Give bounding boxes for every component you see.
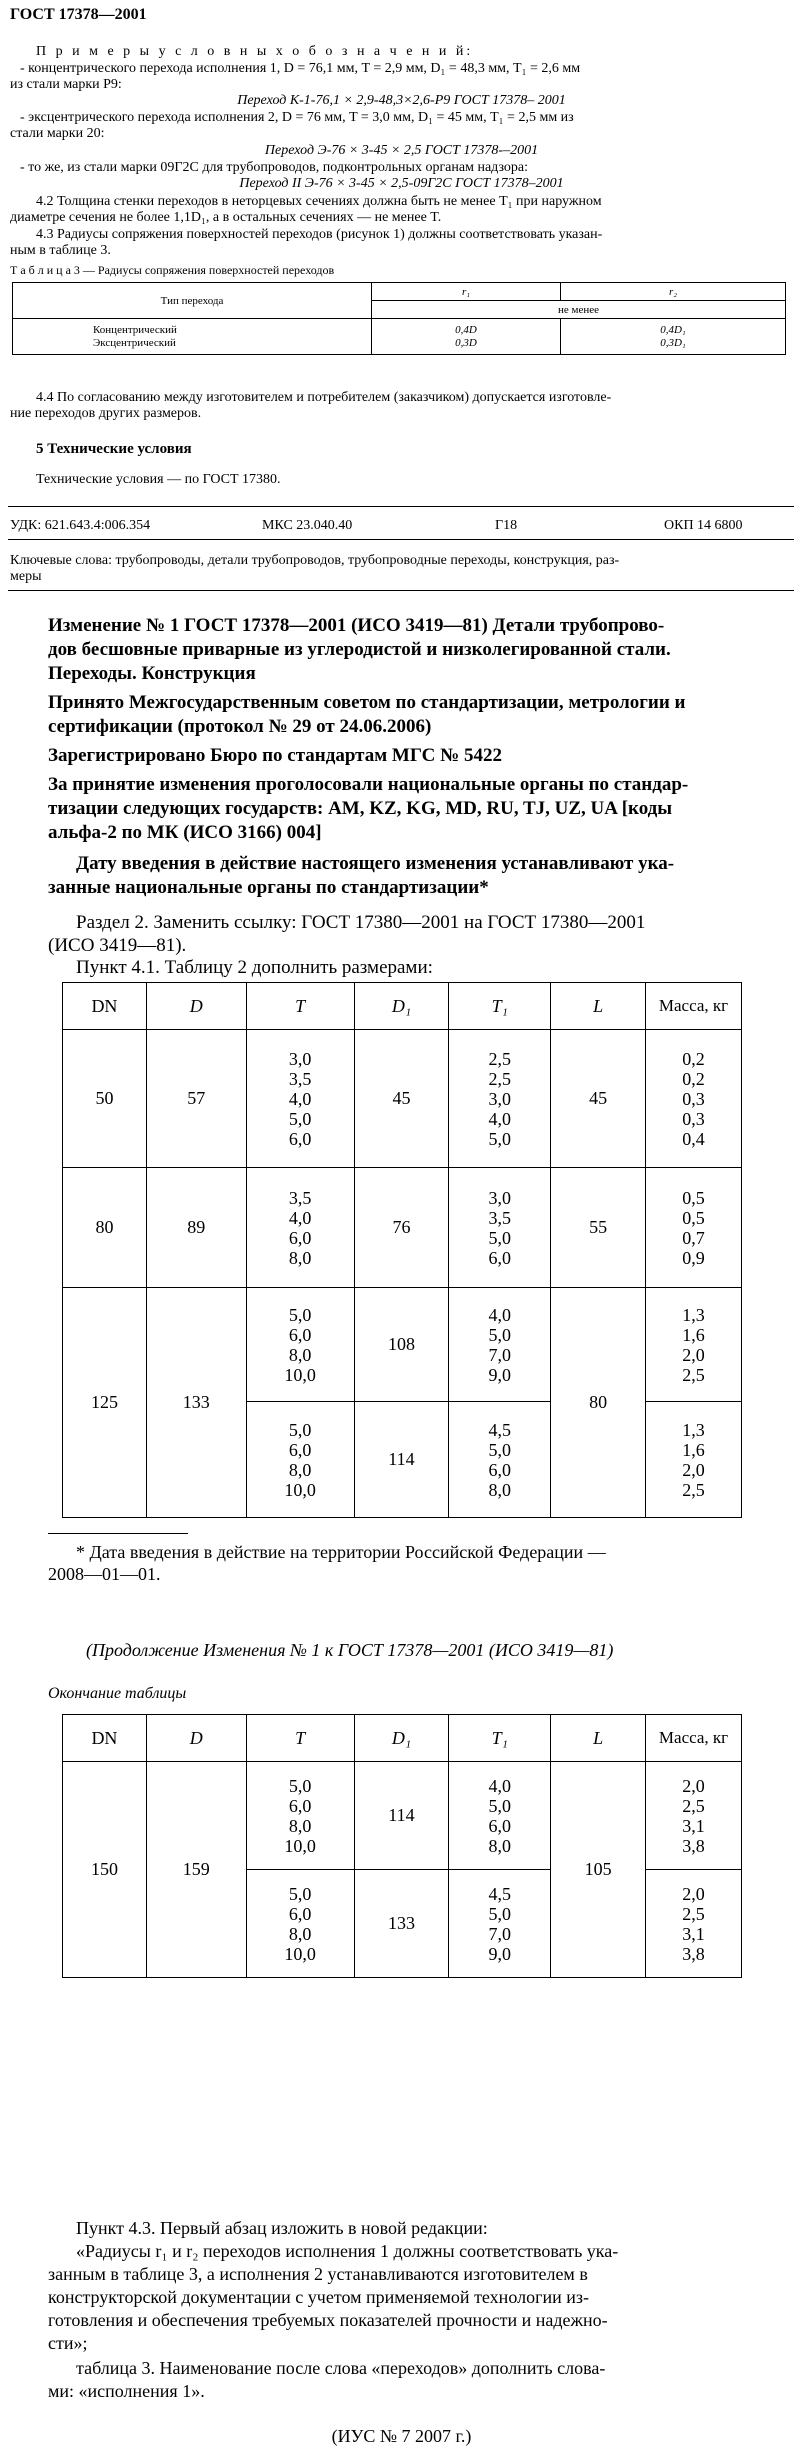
paragraph-4-3-cont: ным в таблице 3. xyxy=(10,243,111,258)
value: 8,0 xyxy=(488,1479,512,1500)
table-3-header-r2: r₂ xyxy=(561,283,786,301)
header-dn: DN xyxy=(63,1715,147,1762)
value: 6,0 xyxy=(288,1439,312,1460)
ius-reference: (ИУС № 7 2007 г.) xyxy=(331,2426,472,2446)
accepted: Принято Межгосударственным советом по стандартизации, метрологии и xyxy=(48,692,686,713)
value: 2,5 xyxy=(682,1903,705,1924)
value: 6,0 xyxy=(488,1247,512,1268)
value: 3,5 xyxy=(288,1187,312,1208)
table-3 xyxy=(12,282,786,355)
header-t: T xyxy=(246,1715,354,1762)
value: 9,0 xyxy=(488,1943,512,1964)
value: 5,0 xyxy=(488,1439,512,1460)
value: 6,0 xyxy=(288,1128,312,1149)
value: 0,4 xyxy=(682,1128,705,1149)
value: 2,0 xyxy=(682,1344,705,1365)
cell-d: 89 xyxy=(146,1168,246,1288)
value: 6,0 xyxy=(288,1903,312,1924)
cell-t xyxy=(246,1030,354,1168)
value: 9,0 xyxy=(488,1364,512,1385)
section-2-change-cont: (ИСО 3419—81). xyxy=(48,935,187,956)
value: 4,0 xyxy=(288,1207,312,1228)
value: 5,0 xyxy=(488,1795,512,1816)
value: 6,0 xyxy=(288,1227,312,1248)
cell-mass xyxy=(646,1288,742,1402)
header-d1: D₁ xyxy=(354,1715,449,1762)
keywords: Ключевые слова: трубопроводы, детали трубопроводов, трубопроводные переходы, конструкция, раз- xyxy=(10,553,620,568)
keywords-cont: меры xyxy=(10,569,42,584)
cell-l: 80 xyxy=(551,1288,646,1518)
value: 5,0 xyxy=(288,1419,312,1440)
paragraph-4-3-new-text: сти»; xyxy=(48,2333,88,2353)
value: 10,0 xyxy=(284,1943,316,1964)
table-3-type: Эксцентрический xyxy=(93,336,176,349)
cell-mass xyxy=(646,1030,742,1168)
table-3-r2-values xyxy=(561,319,786,355)
cell-t1 xyxy=(449,1168,551,1288)
value: 4,0 xyxy=(488,1108,512,1129)
cell-t1 xyxy=(449,1288,551,1402)
table-3-caption: Т а б л и ц а 3 — Радиусы сопряжения поверхностей переходов xyxy=(10,263,335,277)
value: 6,0 xyxy=(488,1815,512,1836)
cell-d: 159 xyxy=(146,1762,246,1978)
value: 6,0 xyxy=(488,1459,512,1480)
divider xyxy=(8,506,794,507)
paragraph-4-3-new-text: «Радиусы r₁ и r₂ переходов исполнения 1 должны соответствовать ука- xyxy=(76,2241,619,2261)
table-2-additions-end xyxy=(62,1714,742,1978)
table-3-r2-value: 0,4D₁ xyxy=(660,323,686,336)
value: 10,0 xyxy=(284,1835,316,1856)
footnote-cont: 2008—01—01. xyxy=(48,1564,161,1584)
paragraph-4-2-cont: диаметре сечения не более 1,1D₁, а в остальных сечениях — не менее T. xyxy=(10,210,442,225)
value: 2,5 xyxy=(682,1795,705,1816)
cell-mass xyxy=(646,1168,742,1288)
value: 3,1 xyxy=(682,1815,705,1836)
header-d1: D₁ xyxy=(354,983,449,1030)
header-dn: DN xyxy=(63,983,147,1030)
cell-mass xyxy=(646,1402,742,1518)
cell-d: 57 xyxy=(146,1030,246,1168)
cell-t xyxy=(246,1168,354,1288)
value: 1,6 xyxy=(682,1324,705,1345)
value: 3,0 xyxy=(488,1187,512,1208)
cell-t1 xyxy=(449,1870,551,1978)
cell-dn: 80 xyxy=(63,1168,147,1288)
value: 4,0 xyxy=(488,1304,512,1325)
value: 0,2 xyxy=(682,1068,705,1089)
section-2-change: Раздел 2. Заменить ссылку: ГОСТ 17380—2001 на ГОСТ 17380—2001 xyxy=(76,912,646,933)
header-d: D xyxy=(146,983,246,1030)
section-5-text: Технические условия — по ГОСТ 17380. xyxy=(36,472,281,487)
cell-d1: 133 xyxy=(354,1870,449,1978)
value: 10,0 xyxy=(284,1479,316,1500)
value: 8,0 xyxy=(288,1923,312,1944)
value: 3,1 xyxy=(682,1923,705,1944)
cell-t xyxy=(246,1288,354,1402)
value: 3,0 xyxy=(288,1048,312,1069)
amendment-title-cont: Переходы. Конструкция xyxy=(48,663,256,684)
table-3-r1-values xyxy=(372,319,561,355)
continuation-header: (Продолжение Изменения № 1 к ГОСТ 17378—2001 (ИСО 3419—81) xyxy=(86,1640,614,1660)
mks: МКС 23.040.40 xyxy=(262,518,353,533)
cell-d1: 108 xyxy=(354,1288,449,1402)
divider xyxy=(8,590,794,591)
value: 0,9 xyxy=(682,1247,705,1268)
cell-d1: 45 xyxy=(354,1030,449,1168)
cell-d: 133 xyxy=(146,1288,246,1518)
example-1-steel: из стали марки Р9: xyxy=(10,77,122,92)
voted-cont: альфа-2 по МК (ИСО 3166) 004] xyxy=(48,822,322,843)
value: 6,0 xyxy=(288,1324,312,1345)
value: 1,3 xyxy=(682,1419,705,1440)
header-mass: Масса, кг xyxy=(646,983,742,1030)
cell-dn: 125 xyxy=(63,1288,147,1518)
value: 5,0 xyxy=(288,1883,312,1904)
table-3-types xyxy=(13,319,372,355)
page-header: ГОСТ 17378—2001 xyxy=(10,6,147,23)
value: 4,0 xyxy=(288,1088,312,1109)
table-2-additions xyxy=(62,982,742,1518)
amendment-title-cont: дов бесшовные приварные из углеродистой и низколегированной стали. xyxy=(48,639,671,660)
value: 2,5 xyxy=(682,1479,705,1500)
header-t: T xyxy=(246,983,354,1030)
paragraph-4-3-change: Пункт 4.3. Первый абзац изложить в новой редакции: xyxy=(76,2218,488,2238)
paragraph-4-3-new-text: готовления и обеспечения требуемых показателей прочности и надежно- xyxy=(48,2310,608,2330)
table-3-change-cont: ми: «исполнения 1». xyxy=(48,2381,205,2401)
value: 6,0 xyxy=(288,1795,312,1816)
value: 2,0 xyxy=(682,1459,705,1480)
header-t1: T₁ xyxy=(449,983,551,1030)
g18: Г18 xyxy=(495,518,518,533)
cell-l: 45 xyxy=(551,1030,646,1168)
value: 2,0 xyxy=(682,1775,705,1796)
value: 10,0 xyxy=(284,1364,316,1385)
example-2-designation: Переход Э-76 × 3-45 × 2,5 ГОСТ 17378-–2001 xyxy=(264,143,539,158)
table-3-r1-value: 0,4D xyxy=(455,323,477,336)
okp: ОКП 14 6800 xyxy=(664,518,743,533)
value: 3,8 xyxy=(682,1835,705,1856)
value: 5,0 xyxy=(288,1108,312,1129)
value: 0,7 xyxy=(682,1227,705,1248)
amendment-title: Изменение № 1 ГОСТ 17378—2001 (ИСО 3419—81) Детали трубопрово- xyxy=(48,615,665,636)
cell-dn: 50 xyxy=(63,1030,147,1168)
table-end-caption: Окончание таблицы xyxy=(48,1685,187,1702)
examples-heading: П р и м е р ы у с л о в н ы х о б о з н а ч е н и й: xyxy=(36,44,474,59)
header-mass: Масса, кг xyxy=(646,1715,742,1762)
value: 7,0 xyxy=(488,1344,512,1365)
value: 5,0 xyxy=(288,1775,312,1796)
cell-t xyxy=(246,1402,354,1518)
value: 8,0 xyxy=(488,1835,512,1856)
footnote-rule xyxy=(48,1533,188,1534)
value: 1,3 xyxy=(682,1304,705,1325)
value: 8,0 xyxy=(288,1344,312,1365)
value: 5,0 xyxy=(488,1324,512,1345)
value: 8,0 xyxy=(288,1459,312,1480)
value: 4,5 xyxy=(488,1883,512,1904)
cell-d1: 114 xyxy=(354,1402,449,1518)
header-t1: T₁ xyxy=(449,1715,551,1762)
voted-cont: тизации следующих государств: AM, KZ, KG, MD, RU, TJ, UZ, UA [коды xyxy=(48,798,673,819)
cell-t xyxy=(246,1762,354,1870)
cell-t xyxy=(246,1870,354,1978)
value: 2,5 xyxy=(488,1068,512,1089)
paragraph-4-3-new-text: конструкторской документации с учетом применяемой технологии из- xyxy=(48,2287,589,2307)
effective-date: Дату введения в действие настоящего изменения устанавливают ука- xyxy=(76,853,675,874)
paragraph-4-4-cont: ние переходов других размеров. xyxy=(10,406,202,421)
cell-t1 xyxy=(449,1402,551,1518)
cell-dn: 150 xyxy=(63,1762,147,1978)
paragraph-4-3-new-text: занным в таблице 3, а исполнения 2 устанавливаются изготовителем в xyxy=(48,2264,588,2284)
example-1-designation: Переход К-1-76,1 × 2,9-48,3×2,6-Р9 ГОСТ 17378– 2001 xyxy=(237,93,566,108)
value: 8,0 xyxy=(288,1247,312,1268)
value: 1,6 xyxy=(682,1439,705,1460)
value: 2,0 xyxy=(682,1883,705,1904)
table-3-r2-value: 0,3D₁ xyxy=(660,336,686,349)
cell-l: 105 xyxy=(551,1762,646,1978)
cell-t1 xyxy=(449,1030,551,1168)
header-d: D xyxy=(146,1715,246,1762)
table-3-change: таблица 3. Наименование после слова «переходов» дополнить слова- xyxy=(76,2358,606,2378)
paragraph-4-3: 4.3 Радиусы сопряжения поверхностей переходов (рисунок 1) должны соответствовать указан- xyxy=(36,227,603,242)
example-1-text: - концентрического перехода исполнения 1, D = 76,1 мм, T = 2,9 мм, D₁ = 48,3 мм, T₁ = 2,6 мм xyxy=(20,61,581,76)
paragraph-4-4: 4.4 По согласованию между изготовителем и потребителем (заказчиком) допускается изготовле- xyxy=(36,390,612,405)
cell-mass xyxy=(646,1762,742,1870)
example-3-designation: Переход II Э-76 × 3-45 × 2,5-09Г2С ГОСТ 17378–2001 xyxy=(239,176,564,191)
cell-t1 xyxy=(449,1762,551,1870)
table-3-type: Концентрический xyxy=(93,323,177,336)
value: 5,0 xyxy=(288,1304,312,1325)
table-3-r1-value: 0,3D xyxy=(455,336,477,349)
value: 4,0 xyxy=(488,1775,512,1796)
value: 5,0 xyxy=(488,1227,512,1248)
value: 7,0 xyxy=(488,1923,512,1944)
effective-date-cont: занные национальные органы по стандартизации* xyxy=(48,877,489,898)
footnote: * Дата введения в действие на территории Российской Федерации — xyxy=(76,1542,606,1562)
value: 5,0 xyxy=(488,1128,512,1149)
cell-d1: 76 xyxy=(354,1168,449,1288)
header-l: L xyxy=(551,1715,646,1762)
value: 0,2 xyxy=(682,1048,705,1069)
paragraph-4-2: 4.2 Толщина стенки переходов в неторцевых сечениях должна быть не менее T₁ при наружном xyxy=(36,194,602,209)
table-3-subheader: не менее xyxy=(372,301,786,319)
paragraph-4-1-change: Пункт 4.1. Таблицу 2 дополнить размерами: xyxy=(76,957,433,978)
cell-d1: 114 xyxy=(354,1762,449,1870)
example-3-text: - то же, из стали марки 09Г2С для трубопроводов, подконтрольных органам надзора: xyxy=(20,160,529,175)
value: 4,5 xyxy=(488,1419,512,1440)
header-l: L xyxy=(551,983,646,1030)
example-2-steel: стали марки 20: xyxy=(10,126,105,141)
cell-mass xyxy=(646,1870,742,1978)
value: 3,5 xyxy=(488,1207,512,1228)
value: 0,3 xyxy=(682,1088,705,1109)
value: 0,3 xyxy=(682,1108,705,1129)
example-2-text: - эксцентрического перехода исполнения 2, D = 76 мм, T = 3,0 мм, D₁ = 45 мм, T₁ = 2,5 мм из xyxy=(20,110,574,125)
value: 3,0 xyxy=(488,1088,512,1109)
divider xyxy=(8,539,794,540)
table-3-header-type: Тип перехода xyxy=(13,283,372,319)
registered: Зарегистрировано Бюро по стандартам МГС № 5422 xyxy=(48,745,502,766)
value: 2,5 xyxy=(488,1048,512,1069)
voted: За принятие изменения проголосовали национальные органы по стандар- xyxy=(48,774,689,795)
value: 0,5 xyxy=(682,1187,705,1208)
accepted-cont: сертификации (протокол № 29 от 24.06.2006) xyxy=(48,716,432,737)
value: 2,5 xyxy=(682,1364,705,1385)
udk: УДК: 621.643.4:006.354 xyxy=(10,518,151,533)
section-5-title: 5 Технические условия xyxy=(36,441,192,457)
table-3-header-r1: r₁ xyxy=(372,283,561,301)
value: 5,0 xyxy=(488,1903,512,1924)
value: 3,8 xyxy=(682,1943,705,1964)
value: 3,5 xyxy=(288,1068,312,1089)
cell-l: 55 xyxy=(551,1168,646,1288)
value: 8,0 xyxy=(288,1815,312,1836)
value: 0,5 xyxy=(682,1207,705,1228)
